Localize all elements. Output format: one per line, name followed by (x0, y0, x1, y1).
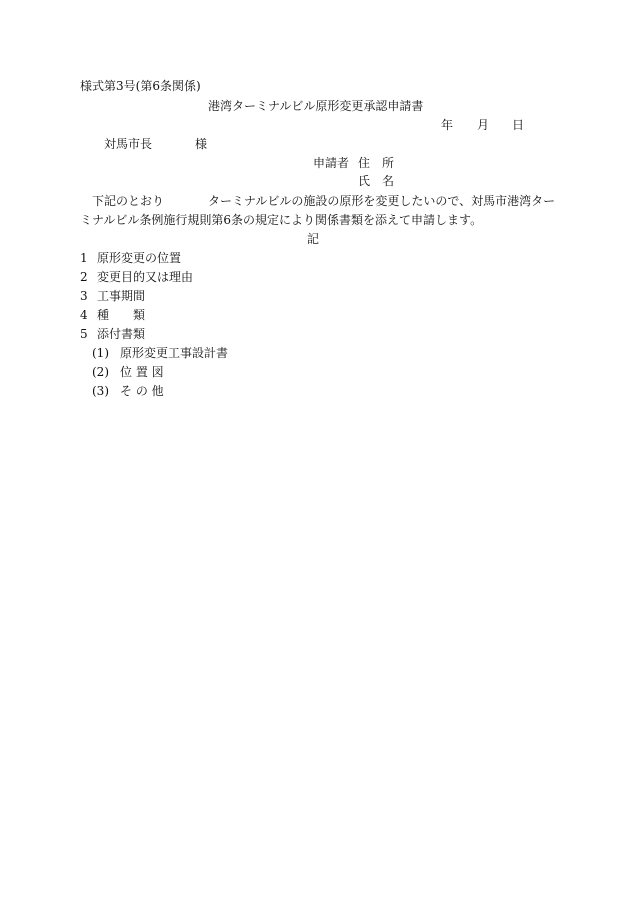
attachment-number: (2) (92, 365, 109, 379)
applicant-name-label: 氏 名 (358, 174, 395, 188)
attachment-label: 原形変更工事設計書 (120, 346, 229, 360)
item-number: 3 (80, 289, 88, 303)
body-text-prefix: 下記のとおり (92, 194, 165, 208)
ki-heading: 記 (307, 232, 320, 246)
body-text-line2: ミナルビル条例施行規則第6条の規定により関係書類を添えて申請します。 (80, 213, 483, 227)
attachment-label: 位 置 図 (120, 365, 164, 379)
item-number: 4 (80, 308, 88, 322)
addressee-name: 対馬市長 (104, 137, 153, 151)
item-label: 工事期間 (97, 289, 146, 303)
applicant-label: 申請者 (313, 156, 350, 170)
item-label: 原形変更の位置 (97, 251, 182, 265)
date-day-label: 日 (512, 118, 525, 132)
date-month-label: 月 (477, 118, 490, 132)
item-number: 5 (80, 327, 88, 341)
attachment-number: (1) (92, 346, 109, 360)
document-title: 港湾ターミナルビル原形変更承認申請書 (208, 99, 424, 113)
item-label: 添付書類 (97, 327, 146, 341)
body-text-line1: ターミナルビルの施設の原形を変更したいので、対馬市港湾ター (208, 194, 556, 208)
item-label: 変更目的又は理由 (97, 270, 194, 284)
item-number: 1 (80, 251, 88, 265)
form-number: 様式第3号(第6条関係) (80, 79, 201, 93)
attachment-label: そ の 他 (120, 384, 164, 398)
addressee-honorific: 様 (195, 137, 208, 151)
attachment-number: (3) (92, 384, 109, 398)
item-number: 2 (80, 270, 88, 284)
date-year-label: 年 (441, 118, 454, 132)
applicant-address-label: 住 所 (358, 156, 395, 170)
item-label: 種 類 (97, 308, 146, 322)
